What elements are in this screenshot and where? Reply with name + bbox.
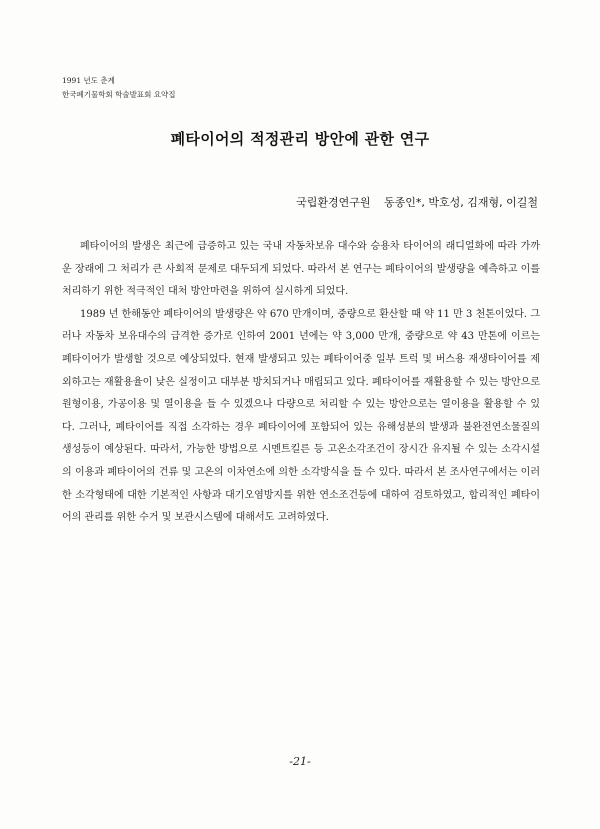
abstract-body [62, 236, 540, 530]
author-line [296, 194, 538, 210]
header-line-2: 한국폐기물학회 학술발표회 요약집 [62, 90, 176, 99]
abstract-paragraph-1: 폐타이어의 발생은 최근에 급증하고 있는 국내 자동차보유 대수와 승용차 타이어의 래디얼화에 따라 가까운 장래에 그 처리가 큰 사회적 문제로 대두되게 되었다. 따라서 본 연구는 폐타이어의 발생량을 예측하고 이를 처리하기 위한 적극적인 대처 방안마련을 위하여 실시하게 되었다. [62, 241, 540, 298]
author-institution: 국립환경연구원 [296, 196, 371, 209]
author-names: 동종인*, 박호성, 김재형, 이길철 [384, 196, 538, 209]
proceedings-header [62, 74, 175, 102]
header-line-1: 1991 년도 춘계 [62, 76, 115, 85]
paper-title: 폐타이어의 적정관리 방안에 관한 연구 [170, 130, 430, 148]
page-number: -21- [289, 755, 311, 768]
abstract-paragraph-2: 1989 년 한해동안 폐타이어의 발생량은 약 670 만개이며, 중량으로 환산할 때 약 11 만 3 천톤이었다. 그러나 자동차 보유대수의 급격한 증가로 인하여 2001 년에는 약 3,000 만개, 중량으로 약 43 만톤에 이르는 폐타이어가 발생할 것으로 예상되었다. 현재 발생되고 있는 폐타이어중 일부 트럭 및 버스용 재생타이어를 제외하고는 재활용율이 낮은 실정이고 대부분 방치되거나 매립되고 있다. 폐타이어를 재활용할 수 있는 방안으로 원형이용, 가공이용 및 열이용을 들 수 있겠으나 다량으로 처리할 수 있는 방안으로는 열이용을 활용할 수 있다. 그러나, 폐타이어를 직접 소각하는 경우 폐타이어에 포함되어 있는 유해성분의 발생과 불완전연소물질의 생성등이 예상된다. 따라서, 가능한 방법으로 시멘트킬른 등 고온소각조건이 장시간 유지될 수 있는 소각시설의 이용과 폐타이어의 건류 및 고온의 이차연소에 의한 소각방식을 들 수 있다. 따라서 본 조사연구에서는 이러한 소각형태에 대한 기본적인 사항과 대기오염방지를 위한 연소조건등에 대하여 검토하였고, 합리적인 폐타이어의 관리를 위한 수거 및 보관시스템에 대해서도 고려하였다. [62, 308, 540, 524]
